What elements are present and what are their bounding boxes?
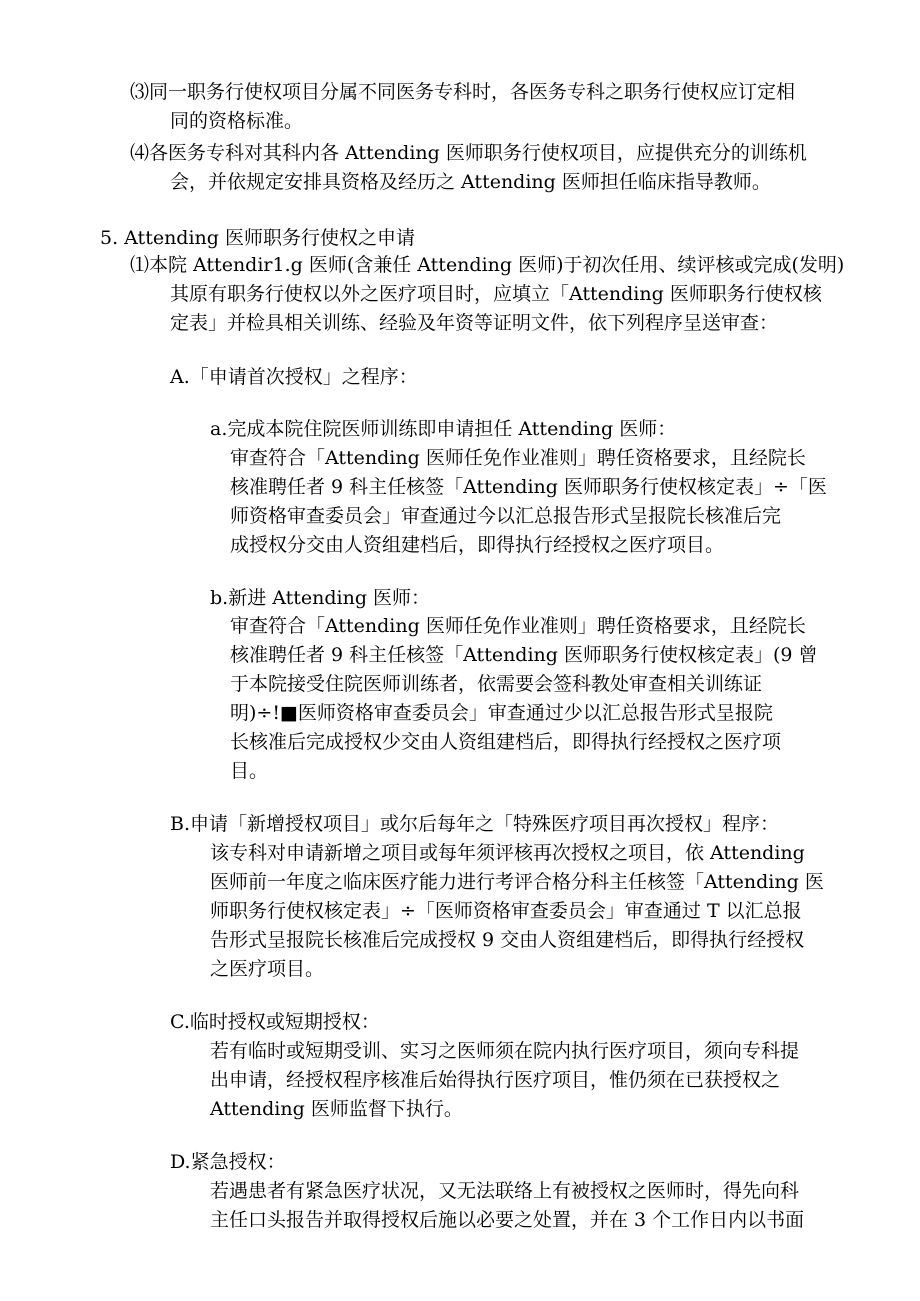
section-heading: 5. Attending 医师职务行使权之申请	[100, 227, 415, 249]
text-line: 若遇患者有紧急医疗状况，又无法联络上有被授权之医师时，得先向科	[210, 1180, 800, 1202]
text-line: 告形式呈报院长核准后完成授权 9 交由人资组建档后，即得执行经授权	[210, 929, 805, 951]
text-line: 师资格审查委员会」审查通过今以汇总报告形式呈报院长核准后完	[230, 505, 782, 527]
subheading: a.完成本院住院医师训练即申请担任 Attending 医师：	[210, 418, 677, 440]
text-line: 核准聘任者 9 科主任核签「Attending 医师职务行使权核定表」(9 曾	[230, 644, 818, 666]
text-line: 师职务行使权核定表」÷「医师资格审查委员会」审查通过 T 以汇总报	[210, 900, 802, 922]
text-line: 会，并依规定安排具资格及经历之 Attending 医师担任临床指导教师。	[170, 171, 771, 193]
subheading: A.「申请首次授权」之程序：	[170, 366, 418, 388]
text-line: 目。	[230, 760, 269, 782]
text-line: 定表」并检具相关训练、经验及年资等证明文件，依下列程序呈送审查：	[170, 312, 779, 334]
text-line: ⑶同一职务行使权项目分属不同医务专科时，各医务专科之职务行使权应订定相	[130, 81, 796, 103]
subheading: D.紧急授权：	[170, 1151, 286, 1173]
text-line: 明)÷!■医师资格审查委员会」审查通过少以汇总报告形式呈报院	[230, 702, 773, 724]
subheading: C.临时授权或短期授权：	[170, 1011, 380, 1033]
text-line: 同的资格标准。	[170, 110, 304, 132]
text-line: 其原有职务行使权以外之医疗项目时，应填立「Attending 医师职务行使权核	[170, 283, 822, 305]
text-line: 出申请，经授权程序核准后始得执行医疗项目，惟仍须在已获授权之	[210, 1069, 781, 1091]
text-line: 长核准后完成授权少交由人资组建档后，即得执行经授权之医疗项	[230, 731, 782, 753]
text-line: 之医疗项目。	[210, 958, 325, 980]
text-line: 成授权分交由人资组建档后，即得执行经授权之医疗项目。	[230, 534, 725, 556]
text-line: 审查符合「Attending 医师任免作业准则」聘任资格要求，且经院长	[230, 447, 806, 469]
text-line: Attending 医师监督下执行。	[210, 1098, 463, 1120]
text-line: 核准聘任者 9 科主任核签「Attending 医师职务行使权核定表」÷「医	[230, 476, 827, 498]
text-line: 若有临时或短期受训、实习之医师须在院内执行医疗项目，须向专科提	[210, 1040, 800, 1062]
text-line: ⑴本院 Attendir1.g 医师(含兼任 Attending 医师)于初次任用、续评核或完成(发明)	[130, 254, 845, 276]
text-line: 主任口头报告并取得授权后施以必要之处置，并在 3 个工作日内以书面	[210, 1209, 805, 1231]
text-line: 审查符合「Attending 医师任免作业准则」聘任资格要求，且经院长	[230, 615, 806, 637]
text-line: 医师前一年度之临床医疗能力进行考评合格分科主任核签「Attending 医	[210, 871, 824, 893]
subheading: b.新进 Attending 医师：	[210, 587, 431, 609]
text-line: 于本院接受住院医师训练者，依需要会签科教处审查相关训练证	[230, 673, 763, 695]
text-line: 该专科对申请新增之项目或每年须评核再次授权之项目，依 Attending	[210, 842, 805, 864]
text-line: ⑷各医务专科对其科内各 Attending 医师职务行使权项目，应提供充分的训练机	[130, 142, 807, 164]
subheading: B.申请「新增授权项目」或尔后每年之「特殊医疗项目再次授权」程序：	[170, 813, 780, 835]
